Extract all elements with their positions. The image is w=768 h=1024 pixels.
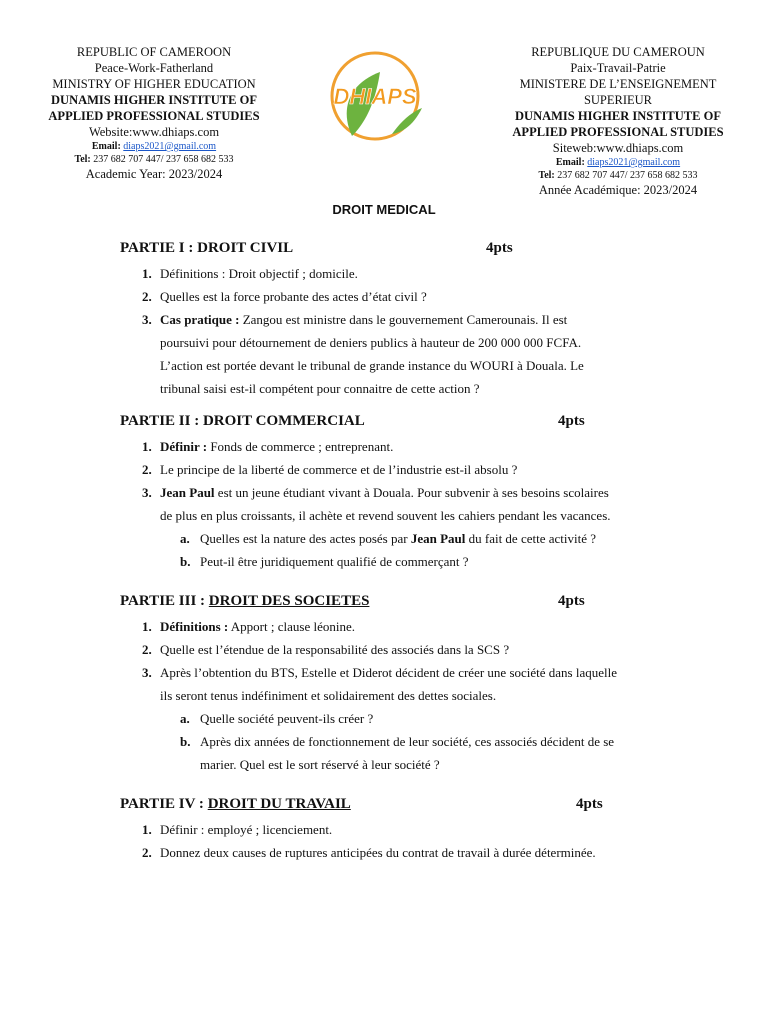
- question-number: 1.: [142, 822, 152, 837]
- question-lead: Jean Paul: [160, 485, 215, 500]
- part-1-title: PARTIE I : DROIT CIVIL: [120, 240, 294, 256]
- sub-question-item: [120, 730, 640, 776]
- part-2-section: [120, 413, 640, 573]
- leaf-icon: [392, 108, 422, 134]
- email-label: Email:: [555, 157, 585, 168]
- country-name: REPUBLIC OF CAMEROON: [76, 45, 232, 59]
- ministry-name: MINISTRY OF HIGHER EDUCATION: [52, 77, 256, 91]
- logo-text: DHIAPS: [333, 84, 417, 109]
- question-number: b.: [180, 554, 191, 569]
- question-text: Quelle est l’étendue de la responsabilité des associés dans la SCS ?: [160, 642, 510, 657]
- question-text: Quelles est la nature des actes posés par: [200, 531, 408, 546]
- question-lead: Cas pratique :: [160, 312, 240, 327]
- part-2-heading: [120, 413, 640, 435]
- question-item: [120, 615, 640, 638]
- question-text: Fonds de commerce ; entreprenant.: [210, 439, 394, 454]
- part-4-title: PARTIE IV :: [120, 796, 204, 812]
- question-item: [120, 262, 640, 285]
- institute-name-line2: APPLIED PROFESSIONAL STUDIES: [512, 125, 724, 139]
- question-lead: Définir :: [160, 439, 208, 454]
- question-item: [120, 458, 640, 481]
- question-item: [120, 481, 640, 527]
- question-number: 1.: [142, 266, 152, 281]
- sub-question-item: [120, 550, 640, 573]
- question-text: Apport ; clause léonine.: [230, 619, 355, 634]
- document-title: DROIT MEDICAL: [332, 202, 436, 217]
- academic-year-fr: Année Académique: 2023/2024: [538, 183, 698, 197]
- question-text-line: Après l’obtention du BTS, Estelle et Diderot décident de créer une société dans laquelle: [160, 665, 618, 680]
- part-4-points: 4pts: [576, 796, 603, 812]
- institute-name-line2: APPLIED PROFESSIONAL STUDIES: [48, 109, 260, 123]
- question-item: [120, 435, 640, 458]
- part-4-subtitle: DROIT DU TRAVAIL: [207, 796, 351, 812]
- website: Website:www.dhiaps.com: [88, 125, 220, 139]
- question-item: [120, 818, 640, 841]
- header-right: [498, 44, 738, 198]
- question-item: [120, 638, 640, 661]
- header-left: [40, 44, 268, 182]
- question-number: 1.: [142, 619, 152, 634]
- part-3-section: [120, 593, 640, 776]
- academic-year: Academic Year: 2023/2024: [85, 167, 223, 181]
- question-item: [120, 661, 640, 707]
- question-number: 1.: [142, 439, 152, 454]
- sub-question-item: [120, 707, 640, 730]
- national-motto-fr: Paix-Travail-Patrie: [570, 61, 666, 75]
- institute-name-line1: DUNAMIS HIGHER INSTITUTE OF: [515, 109, 721, 123]
- question-number: a.: [180, 711, 190, 726]
- part-4-heading: [120, 796, 640, 818]
- tel-number: 237 682 707 447/ 237 658 682 533: [557, 170, 698, 181]
- question-number: 2.: [142, 462, 152, 477]
- question-text: Le principe de la liberté de commerce et de l’industrie est-il absolu ?: [160, 462, 518, 477]
- email-link[interactable]: diaps2021@gmail.com: [123, 141, 217, 152]
- question-text: Définitions : Droit objectif ; domicile.: [160, 266, 358, 281]
- part-4-section: [120, 796, 640, 864]
- question-lead: Définitions :: [160, 619, 229, 634]
- ministry-name-fr-line2: SUPERIEUR: [583, 93, 653, 107]
- dhiaps-logo: [322, 50, 428, 142]
- question-item: [120, 285, 640, 308]
- country-name-fr: REPUBLIQUE DU CAMEROUN: [531, 45, 705, 59]
- part-3-points: 4pts: [558, 593, 585, 609]
- institute-name-line1: DUNAMIS HIGHER INSTITUTE OF: [51, 93, 257, 107]
- part-3-title: PARTIE III :: [120, 593, 206, 609]
- question-text: Quelle société peuvent-ils créer ?: [200, 711, 374, 726]
- email-link[interactable]: diaps2021@gmail.com: [587, 157, 681, 168]
- question-item: [120, 308, 640, 400]
- ministry-name-fr-line1: MINISTERE DE L’ENSEIGNEMENT: [519, 77, 717, 91]
- part-1-points: 4pts: [486, 240, 513, 256]
- website-fr: Siteweb:www.dhiaps.com: [552, 141, 684, 155]
- question-text: Donnez deux causes de ruptures anticipées du contrat de travail à durée déterminée.: [160, 845, 596, 860]
- tel-label: Tel:: [538, 170, 555, 181]
- part-2-title: PARTIE II : DROIT COMMERCIAL: [120, 413, 365, 429]
- sub-question-item: [120, 527, 640, 550]
- question-number: 3.: [142, 485, 152, 500]
- part-2-points: 4pts: [558, 413, 585, 429]
- question-text-line: marier. Quel est le sort réservé à leur société ?: [200, 757, 440, 772]
- question-text-line: ils seront tenus indéfiniment et solidairement des dettes sociales.: [160, 688, 497, 703]
- national-motto: Peace-Work-Fatherland: [94, 61, 214, 75]
- tel-label: Tel:: [74, 154, 91, 165]
- question-number: 3.: [142, 312, 152, 327]
- email-label: Email:: [91, 141, 121, 152]
- question-item: [120, 841, 640, 864]
- question-number: 2.: [142, 845, 152, 860]
- question-name: Jean Paul: [410, 531, 466, 546]
- part-1-section: [120, 240, 640, 400]
- part-3-subtitle: DROIT DES SOCIETES: [208, 593, 370, 609]
- part-1-heading: [120, 240, 640, 262]
- question-number: a.: [180, 531, 190, 546]
- part-3-heading: [120, 593, 640, 615]
- tel-number: 237 682 707 447/ 237 658 682 533: [93, 154, 234, 165]
- question-text: Définir : employé ; licenciement.: [160, 822, 333, 837]
- question-text-line: Zangou est ministre dans le gouvernement Camerounais. Il est: [242, 312, 568, 327]
- question-text-line: Après dix années de fonctionnement de leur société, ces associés décident de se: [200, 734, 615, 749]
- question-text-line: poursuivi pour détournement de deniers publics à hauteur de 200 000 000 FCFA.: [160, 335, 582, 350]
- question-number: b.: [180, 734, 191, 749]
- question-number: 2.: [142, 642, 152, 657]
- question-number: 2.: [142, 289, 152, 304]
- question-number: 3.: [142, 665, 152, 680]
- question-text-line: est un jeune étudiant vivant à Douala. Pour subvenir à ses besoins scolaires: [217, 485, 609, 500]
- question-text: Peut-il être juridiquement qualifié de commerçant ?: [200, 554, 469, 569]
- question-text-line: de plus en plus croissants, il achète et revend souvent les cahiers pendant les vacances.: [160, 508, 611, 523]
- question-text-line: L’action est portée devant le tribunal de grande instance du WOURI à Douala. Le: [160, 358, 584, 373]
- question-text: Quelles est la force probante des actes d’état civil ?: [160, 289, 427, 304]
- question-text-line: tribunal saisi est-il compétent pour connaitre de cette action ?: [160, 381, 480, 396]
- question-text: du fait de cette activité ?: [468, 531, 597, 546]
